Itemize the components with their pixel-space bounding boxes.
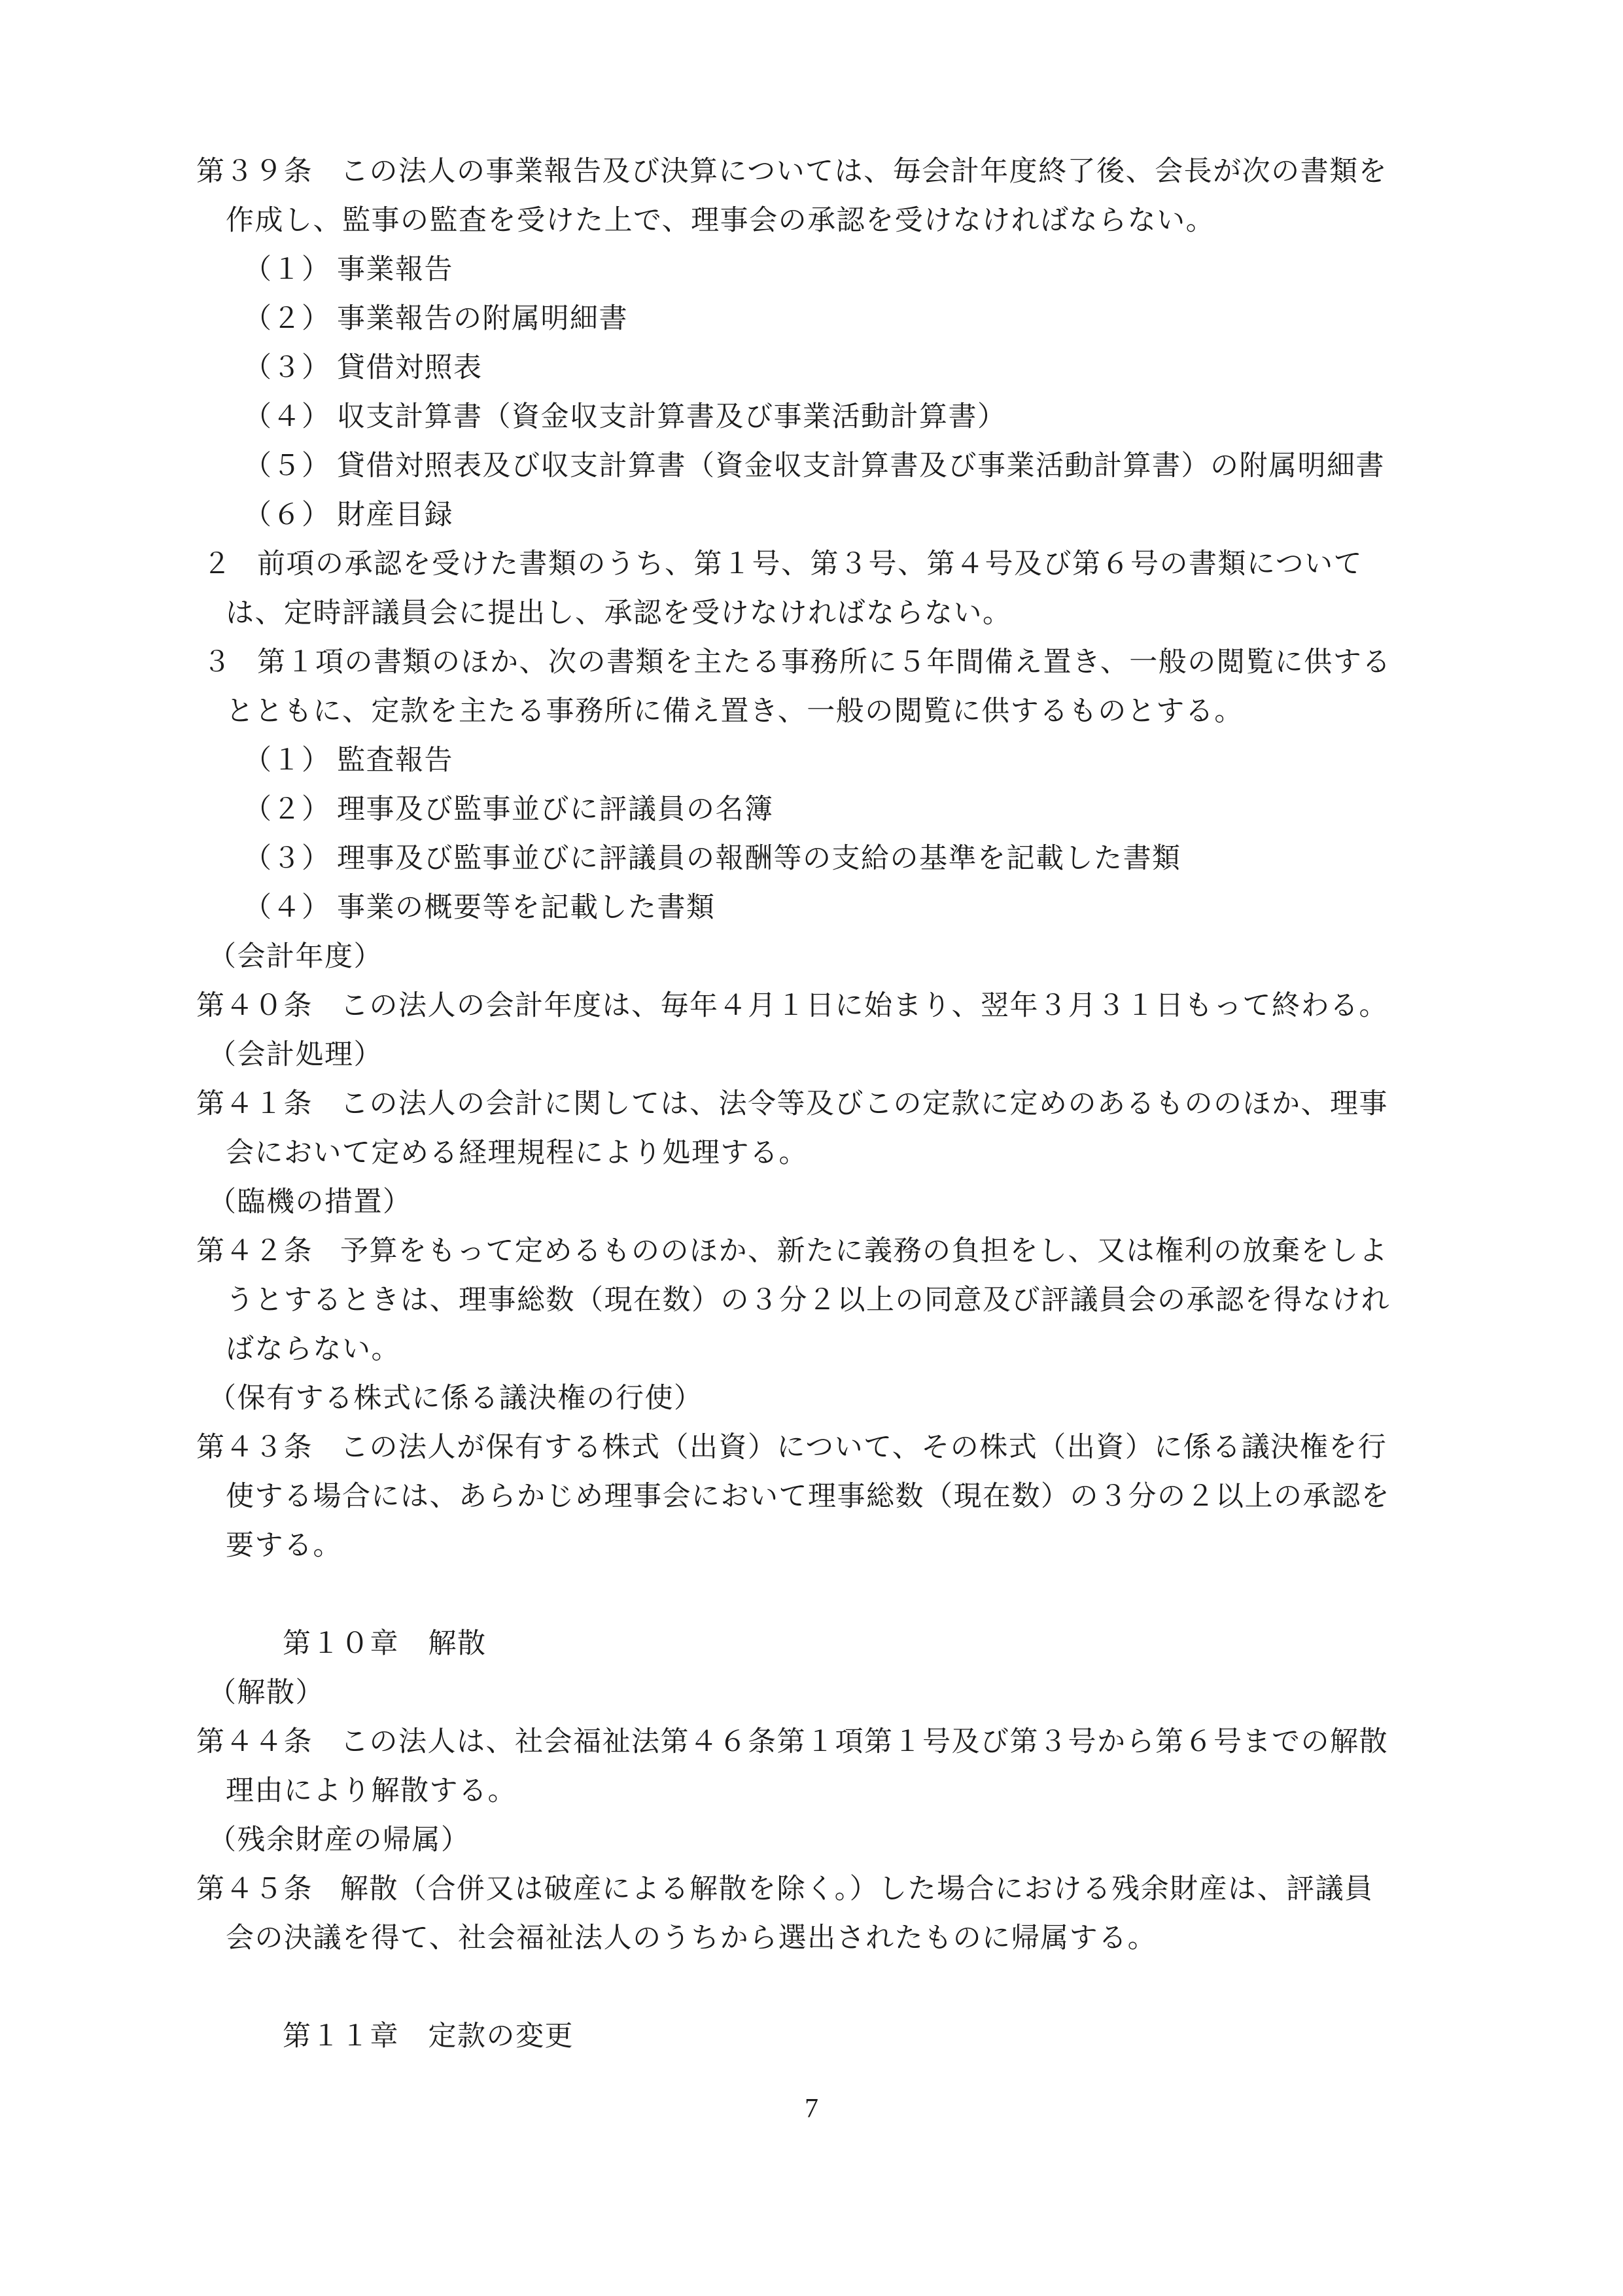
line-text: 事業報告 xyxy=(337,255,453,285)
text-line-article xyxy=(196,147,1456,196)
line-marker: 第４０条 xyxy=(196,991,313,1021)
line-marker: （２） xyxy=(243,794,331,825)
line-text: 予算をもって定めるもののほか、新たに義務の負担をし、又は権利の放棄をしよ xyxy=(340,1236,1388,1267)
text-line-item xyxy=(243,785,1456,834)
text-line-article xyxy=(196,1227,1456,1276)
line-text: （臨機の措置） xyxy=(208,1187,412,1218)
line-text: （解散） xyxy=(208,1678,324,1708)
line-text: 使する場合には、あらかじめ理事会において理事総数（現在数）の３分の２以上の承認を xyxy=(226,1481,1390,1512)
line-marker: ３ xyxy=(203,647,232,678)
line-marker: 第４１条 xyxy=(196,1089,313,1120)
line-text: 第１項の書類のほか、次の書類を主たる事務所に５年間備え置き、一般の閲覧に供する xyxy=(257,647,1391,678)
text-line-cont xyxy=(226,1129,1456,1178)
line-text: とともに、定款を主たる事務所に備え置き、一般の閲覧に供するものとする。 xyxy=(226,696,1244,727)
text-line-cont xyxy=(226,589,1456,638)
text-line-label xyxy=(208,1178,1456,1227)
line-text: 作成し、監事の監査を受けた上で、理事会の承認を受けなければならない。 xyxy=(226,205,1215,236)
line-text: 事業の概要等を記載した書類 xyxy=(337,892,716,923)
text-line-label xyxy=(208,1374,1456,1423)
line-text: この法人が保有する株式（出資）について、その株式（出資）に係る議決権を行 xyxy=(340,1432,1387,1463)
text-line-chapter xyxy=(283,1619,1456,1669)
line-text: （保有する株式に係る議決権の行使） xyxy=(208,1383,703,1414)
page-number: 7 xyxy=(805,2094,818,2124)
text-line-article xyxy=(196,1865,1456,1914)
line-text: （会計処理） xyxy=(208,1040,383,1070)
text-line-item xyxy=(243,442,1456,491)
text-line-cont xyxy=(226,1276,1456,1325)
line-text: 第１０章 解散 xyxy=(283,1629,487,1659)
line-text: は、定時評議員会に提出し、承認を受けなければならない。 xyxy=(226,598,1012,629)
line-marker: （４） xyxy=(243,402,331,433)
line-marker: 第４５条 xyxy=(196,1874,313,1905)
line-text: 会の決議を得て、社会福祉法人のうちから選出されたものに帰属する。 xyxy=(226,1923,1157,1954)
text-line-label xyxy=(208,1031,1456,1080)
text-line-item xyxy=(243,344,1456,393)
line-marker: 第４３条 xyxy=(196,1432,313,1463)
line-marker: （３） xyxy=(243,353,331,383)
line-text: 貸借対照表及び収支計算書（資金収支計算書及び事業活動計算書）の附属明細書 xyxy=(337,451,1385,482)
text-line-item xyxy=(243,393,1456,442)
line-marker: （１） xyxy=(243,255,331,285)
text-line-article xyxy=(196,1080,1456,1129)
text-line-cont xyxy=(226,687,1456,736)
line-text: 理事及び監事並びに評議員の報酬等の支給の基準を記載した書類 xyxy=(337,843,1181,874)
line-text: 監査報告 xyxy=(337,745,453,776)
text-line-item xyxy=(243,883,1456,932)
line-text: 会において定める経理規程により処理する。 xyxy=(226,1138,808,1169)
line-marker: （１） xyxy=(243,745,331,776)
text-line-cont xyxy=(226,1767,1456,1816)
text-line-item xyxy=(243,736,1456,785)
line-marker: （５） xyxy=(243,451,331,482)
text-line-cont xyxy=(226,1325,1456,1374)
line-text: ばならない。 xyxy=(226,1334,400,1365)
blank-line xyxy=(196,1963,1456,2012)
text-line-para xyxy=(203,540,1456,589)
text-line-article xyxy=(196,1718,1456,1767)
line-marker: （３） xyxy=(243,843,331,874)
text-line-label xyxy=(208,1669,1456,1718)
line-text: 収支計算書（資金収支計算書及び事業活動計算書） xyxy=(337,402,1007,433)
line-text: 財産目録 xyxy=(337,500,453,531)
line-text: この法人の会計年度は、毎年４月１日に始まり、翌年３月３１日もって終わる。 xyxy=(340,991,1388,1021)
line-marker: 第４４条 xyxy=(196,1727,313,1757)
text-line-label xyxy=(208,932,1456,981)
line-text: 理由により解散する。 xyxy=(226,1776,517,1807)
blank-line xyxy=(196,1570,1456,1619)
line-text: （残余財産の帰属） xyxy=(208,1825,470,1856)
text-line-article xyxy=(196,981,1456,1031)
text-line-label xyxy=(208,1816,1456,1865)
text-line-item xyxy=(243,294,1456,344)
line-marker: （２） xyxy=(243,304,331,334)
line-marker: （４） xyxy=(243,892,331,923)
line-text: 理事及び監事並びに評議員の名簿 xyxy=(337,794,774,825)
line-marker: 第３９条 xyxy=(196,156,313,187)
line-text: この法人の会計に関しては、法令等及びこの定款に定めのあるもののほか、理事 xyxy=(340,1089,1388,1120)
line-text: うとするときは、理事総数（現在数）の３分２以上の同意及び評議員会の承認を得なけれ xyxy=(226,1285,1390,1316)
text-line-cont xyxy=(226,1521,1456,1570)
line-text: 要する。 xyxy=(226,1530,342,1561)
line-text: （会計年度） xyxy=(208,942,383,972)
text-line-item xyxy=(243,245,1456,294)
text-line-item xyxy=(243,491,1456,540)
text-line-para xyxy=(203,638,1456,687)
text-line-cont xyxy=(226,1472,1456,1521)
text-line-cont xyxy=(226,1914,1456,1963)
line-text: この法人は、社会福祉法第４６条第１項第１号及び第３号から第６号までの解散 xyxy=(340,1727,1388,1757)
text-line-chapter xyxy=(283,2012,1456,2061)
line-marker: ２ xyxy=(203,549,232,580)
line-text: 前項の承認を受けた書類のうち、第１号、第３号、第４号及び第６号の書類について xyxy=(257,549,1363,580)
line-text: 第１１章 定款の変更 xyxy=(283,2021,574,2052)
text-line-article xyxy=(196,1423,1456,1472)
line-text: 貸借対照表 xyxy=(337,353,483,383)
line-marker: 第４２条 xyxy=(196,1236,313,1267)
line-text: 解散（合併又は破産による解散を除く。）した場合における残余財産は、評議員 xyxy=(340,1874,1374,1905)
line-text: この法人の事業報告及び決算については、毎会計年度終了後、会長が次の書類を xyxy=(340,156,1388,187)
line-text: 事業報告の附属明細書 xyxy=(337,304,628,334)
text-line-cont xyxy=(226,196,1456,245)
text-line-item xyxy=(243,834,1456,883)
line-marker: （６） xyxy=(243,500,331,531)
document-body xyxy=(196,147,1456,2061)
